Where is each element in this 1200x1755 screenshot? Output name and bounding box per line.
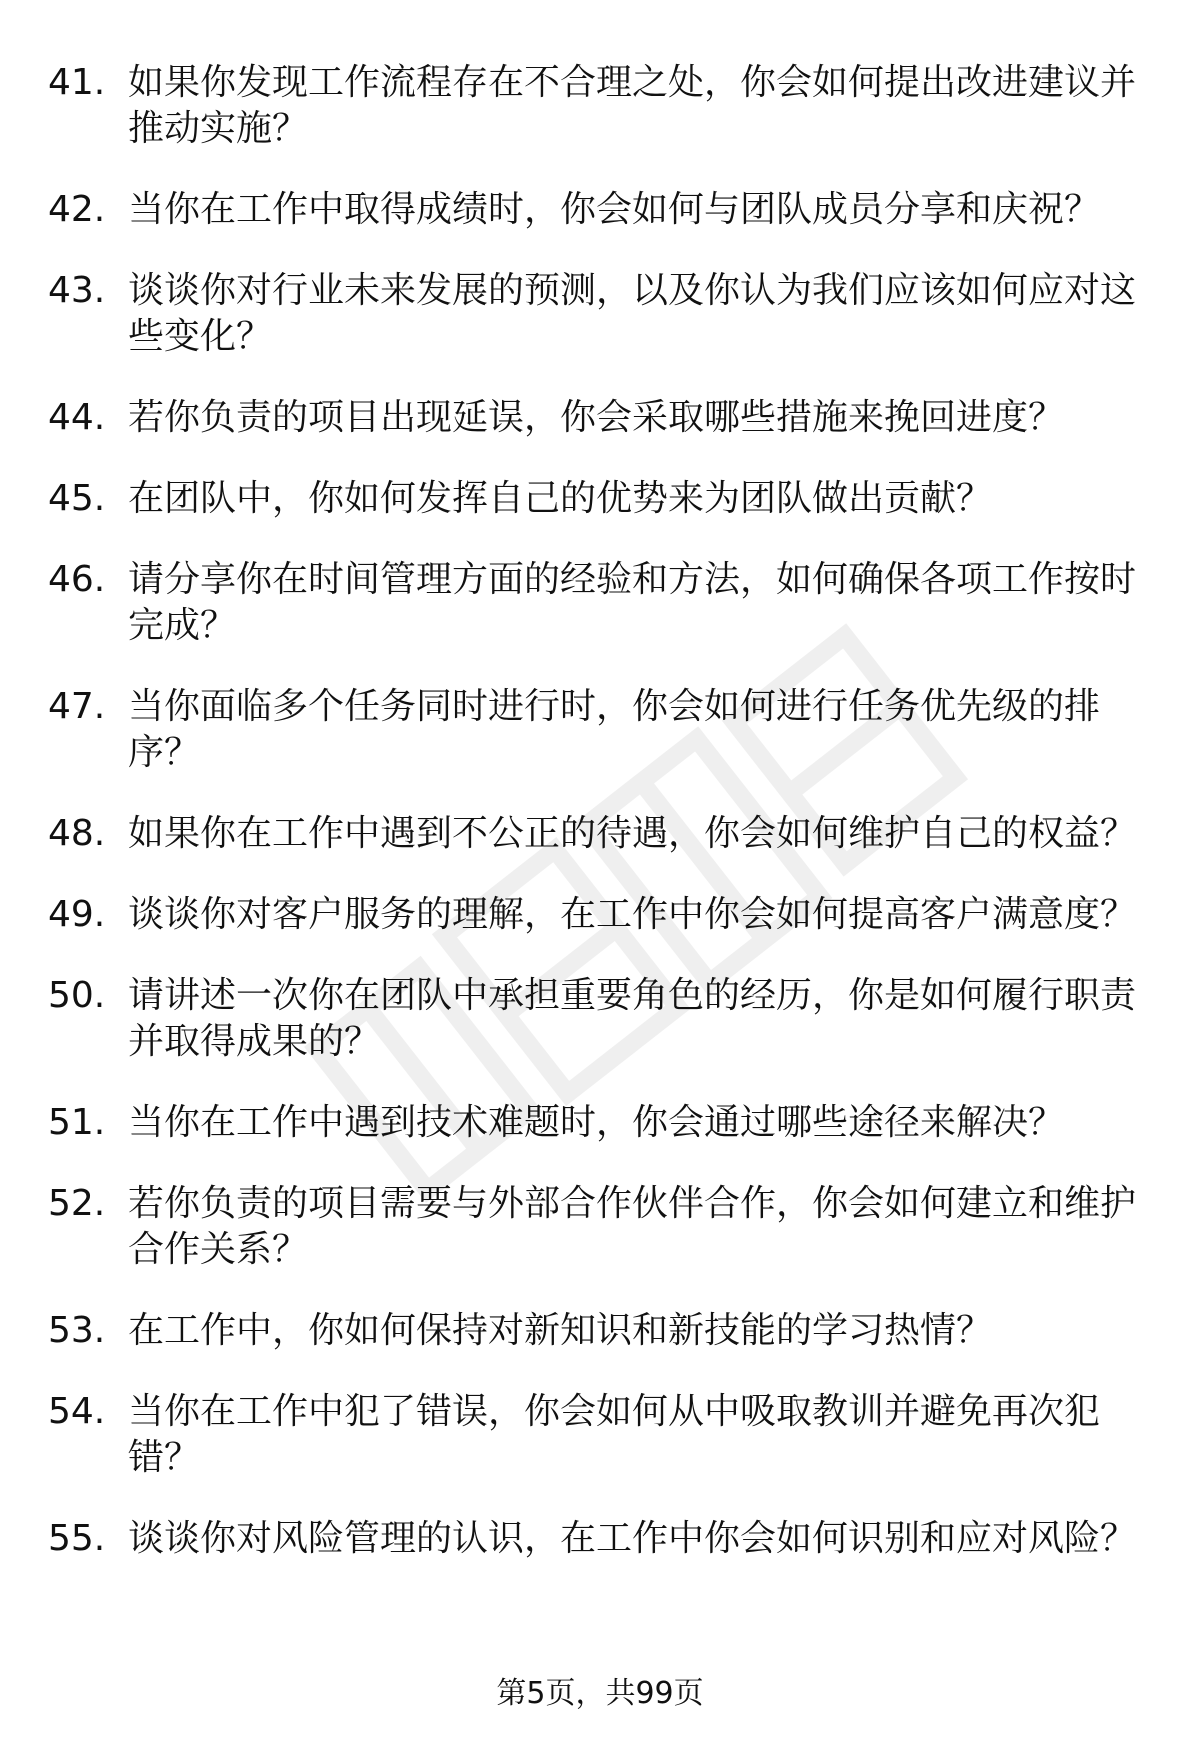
question-item: [48, 811, 1158, 857]
question-text: 当你在工作中遇到技术难题时，你会通过哪些途径来解决？: [128, 1102, 1065, 1143]
question-text: 若你负责的项目出现延误，你会采取哪些措施来挽回进度？: [128, 397, 1065, 438]
question-item: [48, 684, 1158, 776]
question-number: 49.: [48, 894, 106, 935]
question-text: 在团队中，你如何发挥自己的优势来为团队做出贡献？: [128, 478, 993, 519]
question-number: 46.: [48, 559, 106, 600]
question-text: 如果你发现工作流程存在不合理之处，你会如何提出改进建议并推动实施？: [128, 62, 1137, 149]
question-number: 53.: [48, 1310, 106, 1351]
question-item: [48, 1100, 1158, 1146]
page-footer: 第5页，共99页: [496, 1676, 704, 1711]
question-number: 50.: [48, 975, 106, 1016]
question-item: [48, 1181, 1158, 1273]
question-text: 若你负责的项目需要与外部合作伙伴合作，你会如何建立和维护合作关系？: [128, 1183, 1137, 1270]
question-number: 51.: [48, 1102, 106, 1143]
question-number: 43.: [48, 270, 106, 311]
question-number: 52.: [48, 1183, 106, 1224]
question-item: [48, 973, 1158, 1065]
question-text: 当你在工作中取得成绩时，你会如何与团队成员分享和庆祝？: [128, 189, 1101, 230]
question-item: [48, 60, 1158, 152]
question-item: [48, 892, 1158, 938]
question-item: [48, 395, 1158, 441]
question-item: [48, 557, 1158, 649]
question-text: 在工作中，你如何保持对新知识和新技能的学习热情？: [128, 1310, 993, 1351]
question-number: 54.: [48, 1391, 106, 1432]
question-number: 45.: [48, 478, 106, 519]
question-number: 41.: [48, 62, 106, 103]
question-text: 请讲述一次你在团队中承担重要角色的经历，你是如何履行职责并取得成果的？: [128, 975, 1137, 1062]
question-item: [48, 476, 1158, 522]
question-list: [48, 60, 1158, 1597]
question-item: [48, 187, 1158, 233]
question-number: 42.: [48, 189, 106, 230]
question-item: [48, 1389, 1158, 1481]
question-text: 谈谈你对行业未来发展的预测，以及你认为我们应该如何应对这些变化？: [128, 270, 1137, 357]
question-text: 当你面临多个任务同时进行时，你会如何进行任务优先级的排序？: [128, 686, 1101, 773]
question-text: 谈谈你对客户服务的理解，在工作中你会如何提高客户满意度？: [128, 894, 1137, 935]
question-text: 如果你在工作中遇到不公正的待遇，你会如何维护自己的权益？: [128, 813, 1137, 854]
question-text: 请分享你在时间管理方面的经验和方法，如何确保各项工作按时完成？: [128, 559, 1137, 646]
question-item: [48, 1308, 1158, 1354]
question-item: [48, 268, 1158, 360]
question-number: 47.: [48, 686, 106, 727]
question-number: 48.: [48, 813, 106, 854]
question-number: 44.: [48, 397, 106, 438]
question-text: 谈谈你对风险管理的认识，在工作中你会如何识别和应对风险？: [128, 1518, 1137, 1559]
question-number: 55.: [48, 1518, 106, 1559]
question-text: 当你在工作中犯了错误，你会如何从中吸取教训并避免再次犯错？: [128, 1391, 1101, 1478]
question-item: [48, 1516, 1158, 1562]
